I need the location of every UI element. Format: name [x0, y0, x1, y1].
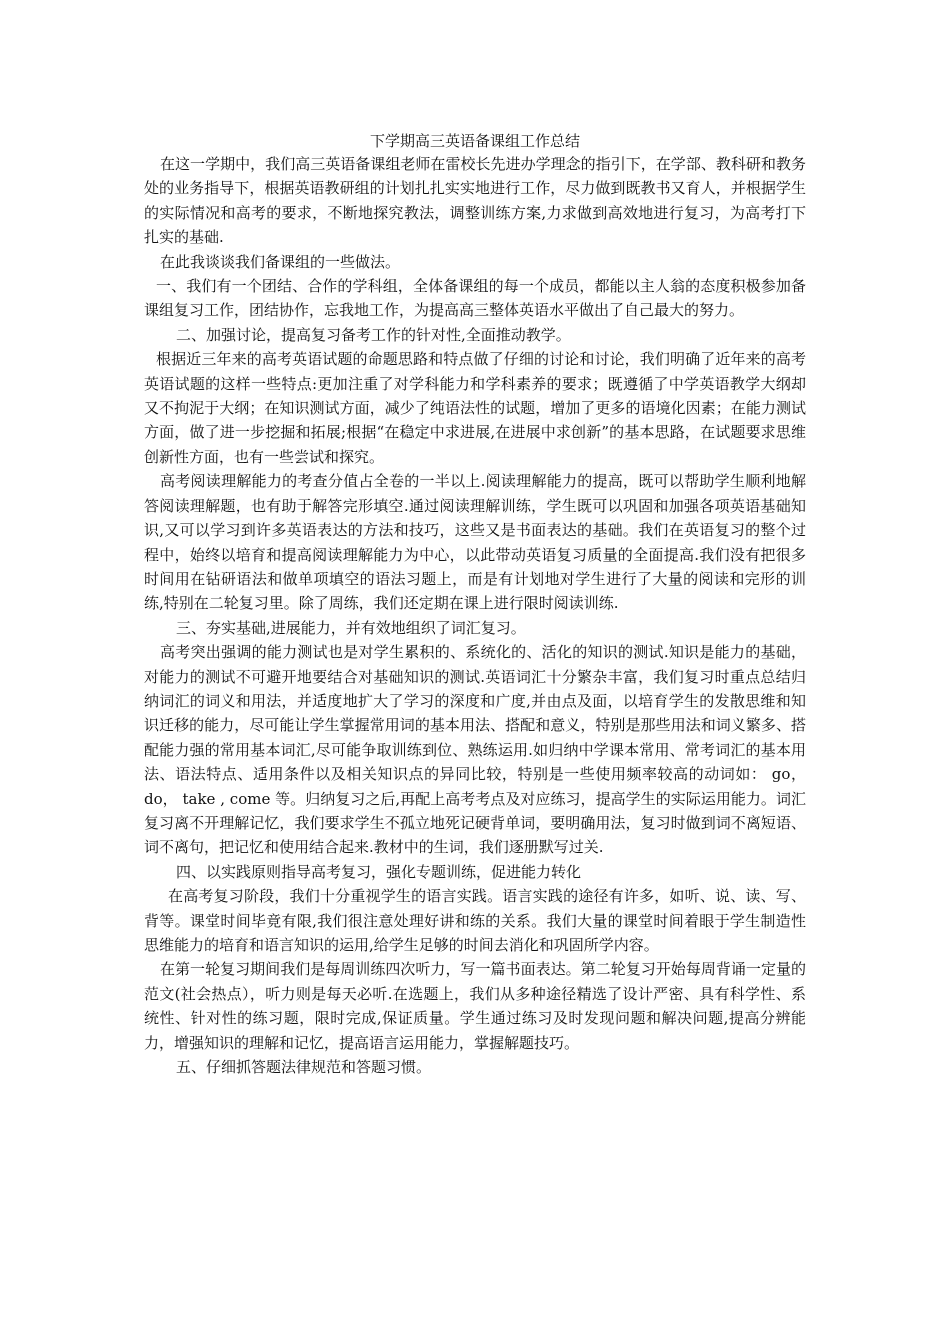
paragraph-training: 在第一轮复习期间我们是每周训练四次听力，写一篇书面表达。第二轮复习开始每周背诵一定量的范文(社会热点），听力则是每天必听.在选题上，我们从多种途径精选了设计严密、具有科学性、系统性、针对性的练习题，限时完成,保证质量。学生通过练习及时发现问题和解决问题,提高分辨能力，增强知识的理解和记忆，提高语言运用能力，掌握解题技巧。: [144, 960, 806, 1052]
paragraph-reading: 高考阅读理解能力的考查分值占全卷的一半以上.阅读理解能力的提高，既可以帮助学生顺利地解答阅读理解题，也有助于解答完形填空.通过阅读理解训练，学生既可以巩固和加强各项英语基础知识,又可以学习到许多英语表达的方法和技巧，这些又是书面表达的基础。我们在英语复习的整个过程中，始终以培育和提高阅读理解能力为中心，以此带动英语复习质量的全面提高.我们没有把很多时间用在钻研语法和做单项填空的语法习题上，而是有计划地对学生进行了大量的阅读和完形的训练,特别在二轮复习里。除了周练，我们还定期在课上进行限时阅读训练.: [144, 472, 806, 613]
paragraph-practice: 在高考复习阶段，我们十分重视学生的语言实践。语言实践的途径有许多，如听、说、读、写、背等。课堂时间毕竟有限,我们很注意处理好讲和练的关系。我们大量的课堂时间着眼于学生制造性思维能力的培育和语言知识的运用,给学生足够的时间去消化和巩固所学内容。: [144, 887, 806, 954]
section-heading-3: 三、夯实基础,进展能力，并有效地组织了词汇复习。: [176, 618, 526, 637]
paragraph-intro: 在这一学期中，我们高三英语备课组老师在雷校长先进办学理念的指引下，在学部、教科研和教务处的业务指导下，根据英语教研组的计划扎扎实实地进行工作，尽力做到既教书又育人，并根据学生的实际情况和高考的要求，不断地探究教法，调整训练方案,力求做到高效地进行复习，为高考打下扎实的基础.: [144, 155, 806, 247]
document-page: [144, 130, 806, 1079]
section-heading-5: 五、仔细抓答题法律规范和答题习惯。: [176, 1058, 432, 1077]
paragraph-vocabulary: 高考突出强调的能力测试也是对学生累积的、系统化的、活化的知识的测试.知识是能力的基础，对能力的测试不可避开地要结合对基础知识的测试.英语词汇十分繁杂丰富，我们复习时重点总结归纳词汇的词义和用法，并适度地扩大了学习的深度和广度,并由点及面，以培育学生的发散思维和知识迁移的能力，尽可能让学生掌握常用词的基本用法、搭配和意义，特别是那些用法和词义繁多、搭配能力强的常用基本词汇,尽可能争取训练到位、熟练运用.如归纳中学课本常用、常考词汇的基本用法、语法特点、适用条件以及相关知识点的异同比较，特别是一些使用频率较高的动词如： go，do， take , come 等。归纳复习之后,再配上高考考点及对应练习，提高学生的实际运用能力。词汇复习离不开理解记忆，我们要求学生不孤立地死记硬背单词，要明确用法，复习时做到词不离短语、词不离句，把记忆和使用结合起来.教材中的生词，我们逐册默写过关.: [144, 643, 806, 857]
paragraph-section-1: 一、我们有一个团结、合作的学科组，全体备课组的每一个成员，都能以主人翁的态度积极参加备课组复习工作，团结协作，忘我地工作，为提高高三整体英语水平做出了自己最大的努力。: [144, 277, 806, 320]
paragraph-exam-analysis: 根据近三年来的高考英语试题的命题思路和特点做了仔细的讨论和讨论，我们明确了近年来的高考英语试题的这样一些特点:更加注重了对学科能力和学科素养的要求；既遵循了中学英语教学大纲却又不拘泥于大纲；在知识测试方面，减少了纯语法性的试题，增加了更多的语境化因素；在能力测试方面，做了进一步挖掘和拓展;根据“在稳定中求进展,在进展中求创新”的基本思路，在试题要求思维创新性方面，也有一些尝试和探究。: [144, 350, 806, 466]
section-heading-4: 四、以实践原则指导高考复习，强化专题训练，促进能力转化: [176, 862, 582, 881]
document-title: 下学期高三英语备课组工作总结: [369, 132, 580, 150]
section-heading-2: 二、加强讨论，提高复习备考工作的针对性,全面推动教学。: [176, 325, 571, 344]
paragraph-lead: 在此我谈谈我们备课组的一些做法。: [160, 252, 401, 271]
